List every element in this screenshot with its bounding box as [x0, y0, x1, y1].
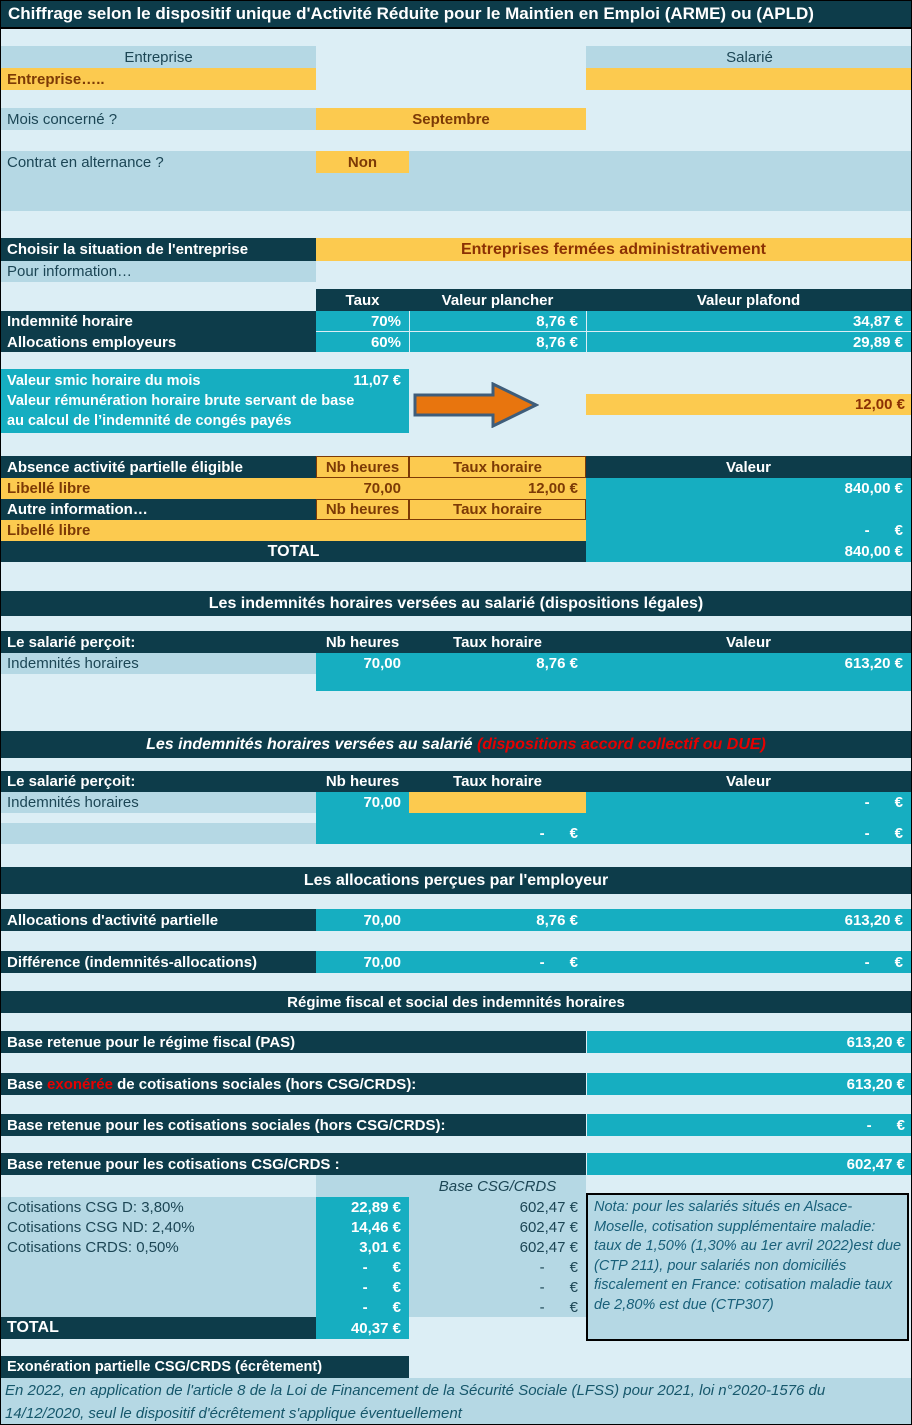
accord-row-label: Indemnités horaires [1, 792, 316, 813]
alloc-row1-valeur: 613,20 € [586, 909, 911, 931]
accord-tauxhoraire-header: Taux horaire [409, 771, 586, 792]
accord-salarie-percoit: Le salarié perçoit: [1, 771, 316, 792]
base-fiscal-value: 613,20 € [586, 1031, 912, 1053]
legales-tauxhoraire-header: Taux horaire [409, 631, 586, 653]
base-fiscal-label: Base retenue pour le régime fiscal (PAS) [1, 1031, 586, 1053]
salarie-header: Salarié [586, 46, 912, 68]
cotisation-label [1, 1257, 316, 1277]
legales-taux-cell: 8,76 € [409, 653, 586, 674]
accord-row2-label [1, 823, 316, 844]
cotisation-label: Cotisations CSG D: 3,80% [1, 1197, 316, 1217]
cotisation-base: - € [409, 1257, 586, 1277]
col-header-taux: Taux [316, 289, 409, 311]
allocations-employeurs-label: Allocations employeurs [1, 332, 316, 352]
entreprise-input[interactable]: Entreprise….. [1, 68, 316, 90]
col-header-plafond: Valeur plafond [586, 289, 911, 311]
accord-row2-valeur: - € [586, 823, 911, 844]
mois-select[interactable]: Septembre [316, 108, 586, 130]
accord-title-main: Les indemnités horaires versées au salarié [146, 735, 477, 753]
base-exoneree-label: Base exonérée de cotisations sociales (hors CSG/CRDS): [1, 1073, 586, 1095]
cotisation-base: 602,47 € [409, 1197, 586, 1217]
exoneration-bar: Exonération partielle CSG/CRDS (écrêtement) [1, 1356, 409, 1378]
libelle-libre-input-1[interactable]: Libellé libre [1, 478, 316, 499]
autre-nbheures-header: Nb heures [316, 499, 409, 520]
alloc-row1-label: Allocations d'activité partielle [1, 909, 316, 931]
smic-line3: au calcul de l’indemnité de congés payés [7, 413, 292, 429]
autre-valeur-amount: - € [586, 520, 911, 541]
situation-select[interactable]: Entreprises fermées administrativement [316, 238, 911, 261]
accord-nbheures-header: Nb heures [316, 771, 409, 792]
alternance-select[interactable]: Non [316, 151, 409, 173]
absence-header-label: Absence activité partielle éligible [1, 456, 316, 478]
cotisation-base: - € [409, 1297, 586, 1317]
difference-label: Différence (indemnités-allocations) [1, 951, 316, 973]
absence-nbheures-header: Nb heures [316, 456, 409, 478]
cotisation-montant: - € [316, 1257, 409, 1277]
autre-nb-input[interactable] [316, 520, 409, 541]
difference-valeur: - € [586, 951, 911, 973]
difference-taux: - € [409, 951, 586, 973]
cotisation-base: 602,47 € [409, 1217, 586, 1237]
allocations-plancher-cell: 8,76 € [409, 332, 586, 352]
allocations-plafond-cell: 29,89 € [586, 332, 911, 352]
absence-total-value: 840,00 € [586, 541, 911, 562]
smic-value: 11,07 € [353, 373, 401, 389]
cotisation-base: 602,47 € [409, 1237, 586, 1257]
smic-section [1, 369, 911, 433]
accord-taux-input[interactable] [409, 792, 586, 813]
accord-valeur-header: Valeur [586, 771, 911, 792]
autre-tauxhoraire-header: Taux horaire [409, 499, 586, 520]
cotisations-total-value: 40,37 € [316, 1317, 409, 1339]
cotisation-montant: - € [316, 1277, 409, 1297]
cotisations-total-label: TOTAL [1, 1317, 316, 1339]
section-allocations-title: Les allocations perçues par l'employeur [1, 867, 911, 894]
cotisation-label: Cotisations CSG ND: 2,40% [1, 1217, 316, 1237]
base-sociales-value: - € [586, 1114, 912, 1136]
absence-tauxhoraire-header: Taux horaire [409, 456, 586, 478]
spacer-band [1, 173, 911, 211]
absence-taux-input[interactable]: 12,00 € [409, 478, 586, 499]
absence-valeur-header: Valeur [586, 456, 911, 478]
alloc-row1-taux: 8,76 € [409, 909, 586, 931]
mois-label: Mois concerné ? [1, 108, 316, 130]
autre-valeur-cell [586, 499, 911, 520]
accord-title-red: (dispositions accord collectif ou DUE) [476, 735, 766, 753]
smic-info-box [1, 369, 409, 433]
salarie-input[interactable] [586, 68, 912, 90]
cotisation-montant: 14,46 € [316, 1217, 409, 1237]
indemnite-plafond-cell: 34,87 € [586, 311, 911, 332]
absence-nb-input[interactable]: 70,00 [316, 478, 409, 499]
alloc-row1-nb: 70,00 [316, 909, 409, 931]
cotisation-base: - € [409, 1277, 586, 1297]
legales-nb-cell: 70,00 [316, 653, 409, 674]
indemnite-taux-cell: 70% [316, 311, 409, 332]
base-csgcrds-header: Base CSG/CRDS [409, 1175, 586, 1197]
smic-label: Valeur smic horaire du mois [7, 373, 201, 389]
accord-valeur-cell: - € [586, 792, 911, 813]
cotisation-montant: 22,89 € [316, 1197, 409, 1217]
legales-strip [316, 674, 911, 691]
autre-taux-input[interactable] [409, 520, 586, 541]
autre-information-label: Autre information… [1, 499, 316, 520]
section-regime-title: Régime fiscal et social des indemnités horaires [1, 991, 911, 1013]
legales-valeur-header: Valeur [586, 631, 911, 653]
absence-total-label: TOTAL [1, 541, 586, 562]
base-csg-value: 602,47 € [586, 1153, 912, 1175]
footer-note: En 2022, en application de l'article 8 de la Loi de Financement de la Sécurité Sociale (LFSS) pour 2021, loi n°2020-1576 du 14/12/2020, seul le dispositif d'écrêtement s'applique éventuellement [1, 1378, 911, 1425]
difference-nb: 70,00 [316, 951, 409, 973]
nota-box: Nota: pour les salariés situés en Alsace-Moselle, cotisation supplémentaire maladie: taux de 1,50% (1,30% au 1er avril 2022)est due (CTP 211), pour salariés non domiciliés fiscalement en France: cotisation maladie taux de 2,80% est due (CTP307) [586, 1193, 909, 1341]
alternance-label: Contrat en alternance ? [1, 151, 316, 173]
section-legales-title: Les indemnités horaires versées au salarié (dispositions légales) [1, 591, 911, 616]
cotisation-label [1, 1277, 316, 1297]
cotisation-montant: 3,01 € [316, 1237, 409, 1257]
entreprise-header: Entreprise [1, 46, 316, 68]
base-exoneree-value: 613,20 € [586, 1073, 912, 1095]
indemnite-horaire-label: Indemnité horaire [1, 311, 316, 332]
pour-information-label: Pour information… [1, 261, 316, 282]
remuneration-input[interactable]: 12,00 € [586, 394, 912, 415]
base-sociales-label: Base retenue pour les cotisations sociales (hors CSG/CRDS): [1, 1114, 586, 1136]
libelle-libre-input-2[interactable]: Libellé libre [1, 520, 316, 541]
legales-row-label: Indemnités horaires [1, 653, 316, 674]
situation-label: Choisir la situation de l'entreprise [1, 238, 316, 261]
accord-strip [316, 813, 911, 823]
accord-row2-taux: - € [409, 823, 586, 844]
indemnite-plancher-cell: 8,76 € [409, 311, 586, 332]
legales-valeur-cell: 613,20 € [586, 653, 911, 674]
right-arrow-icon [413, 382, 539, 428]
cotisation-label [1, 1297, 316, 1317]
col-header-plancher: Valeur plancher [409, 289, 586, 311]
accord-nb-cell: 70,00 [316, 792, 409, 813]
exoneree-red-word: exonérée [47, 1075, 113, 1093]
base-csg-label: Base retenue pour les cotisations CSG/CRDS : [1, 1153, 586, 1175]
legales-salarie-percoit: Le salarié perçoit: [1, 631, 316, 653]
cotisation-label: Cotisations CRDS: 0,50% [1, 1237, 316, 1257]
page-title: Chiffrage selon le dispositif unique d'Activité Réduite pour le Maintien en Emploi (ARME) ou (APLD) [1, 1, 911, 29]
allocations-taux-cell: 60% [316, 332, 409, 352]
absence-valeur-cell: 840,00 € [586, 478, 911, 499]
smic-line2: Valeur rémunération horaire brute servant de base [7, 393, 355, 409]
cotisation-montant: - € [316, 1297, 409, 1317]
section-accord-title [1, 731, 911, 758]
legales-nbheures-header: Nb heures [316, 631, 409, 653]
